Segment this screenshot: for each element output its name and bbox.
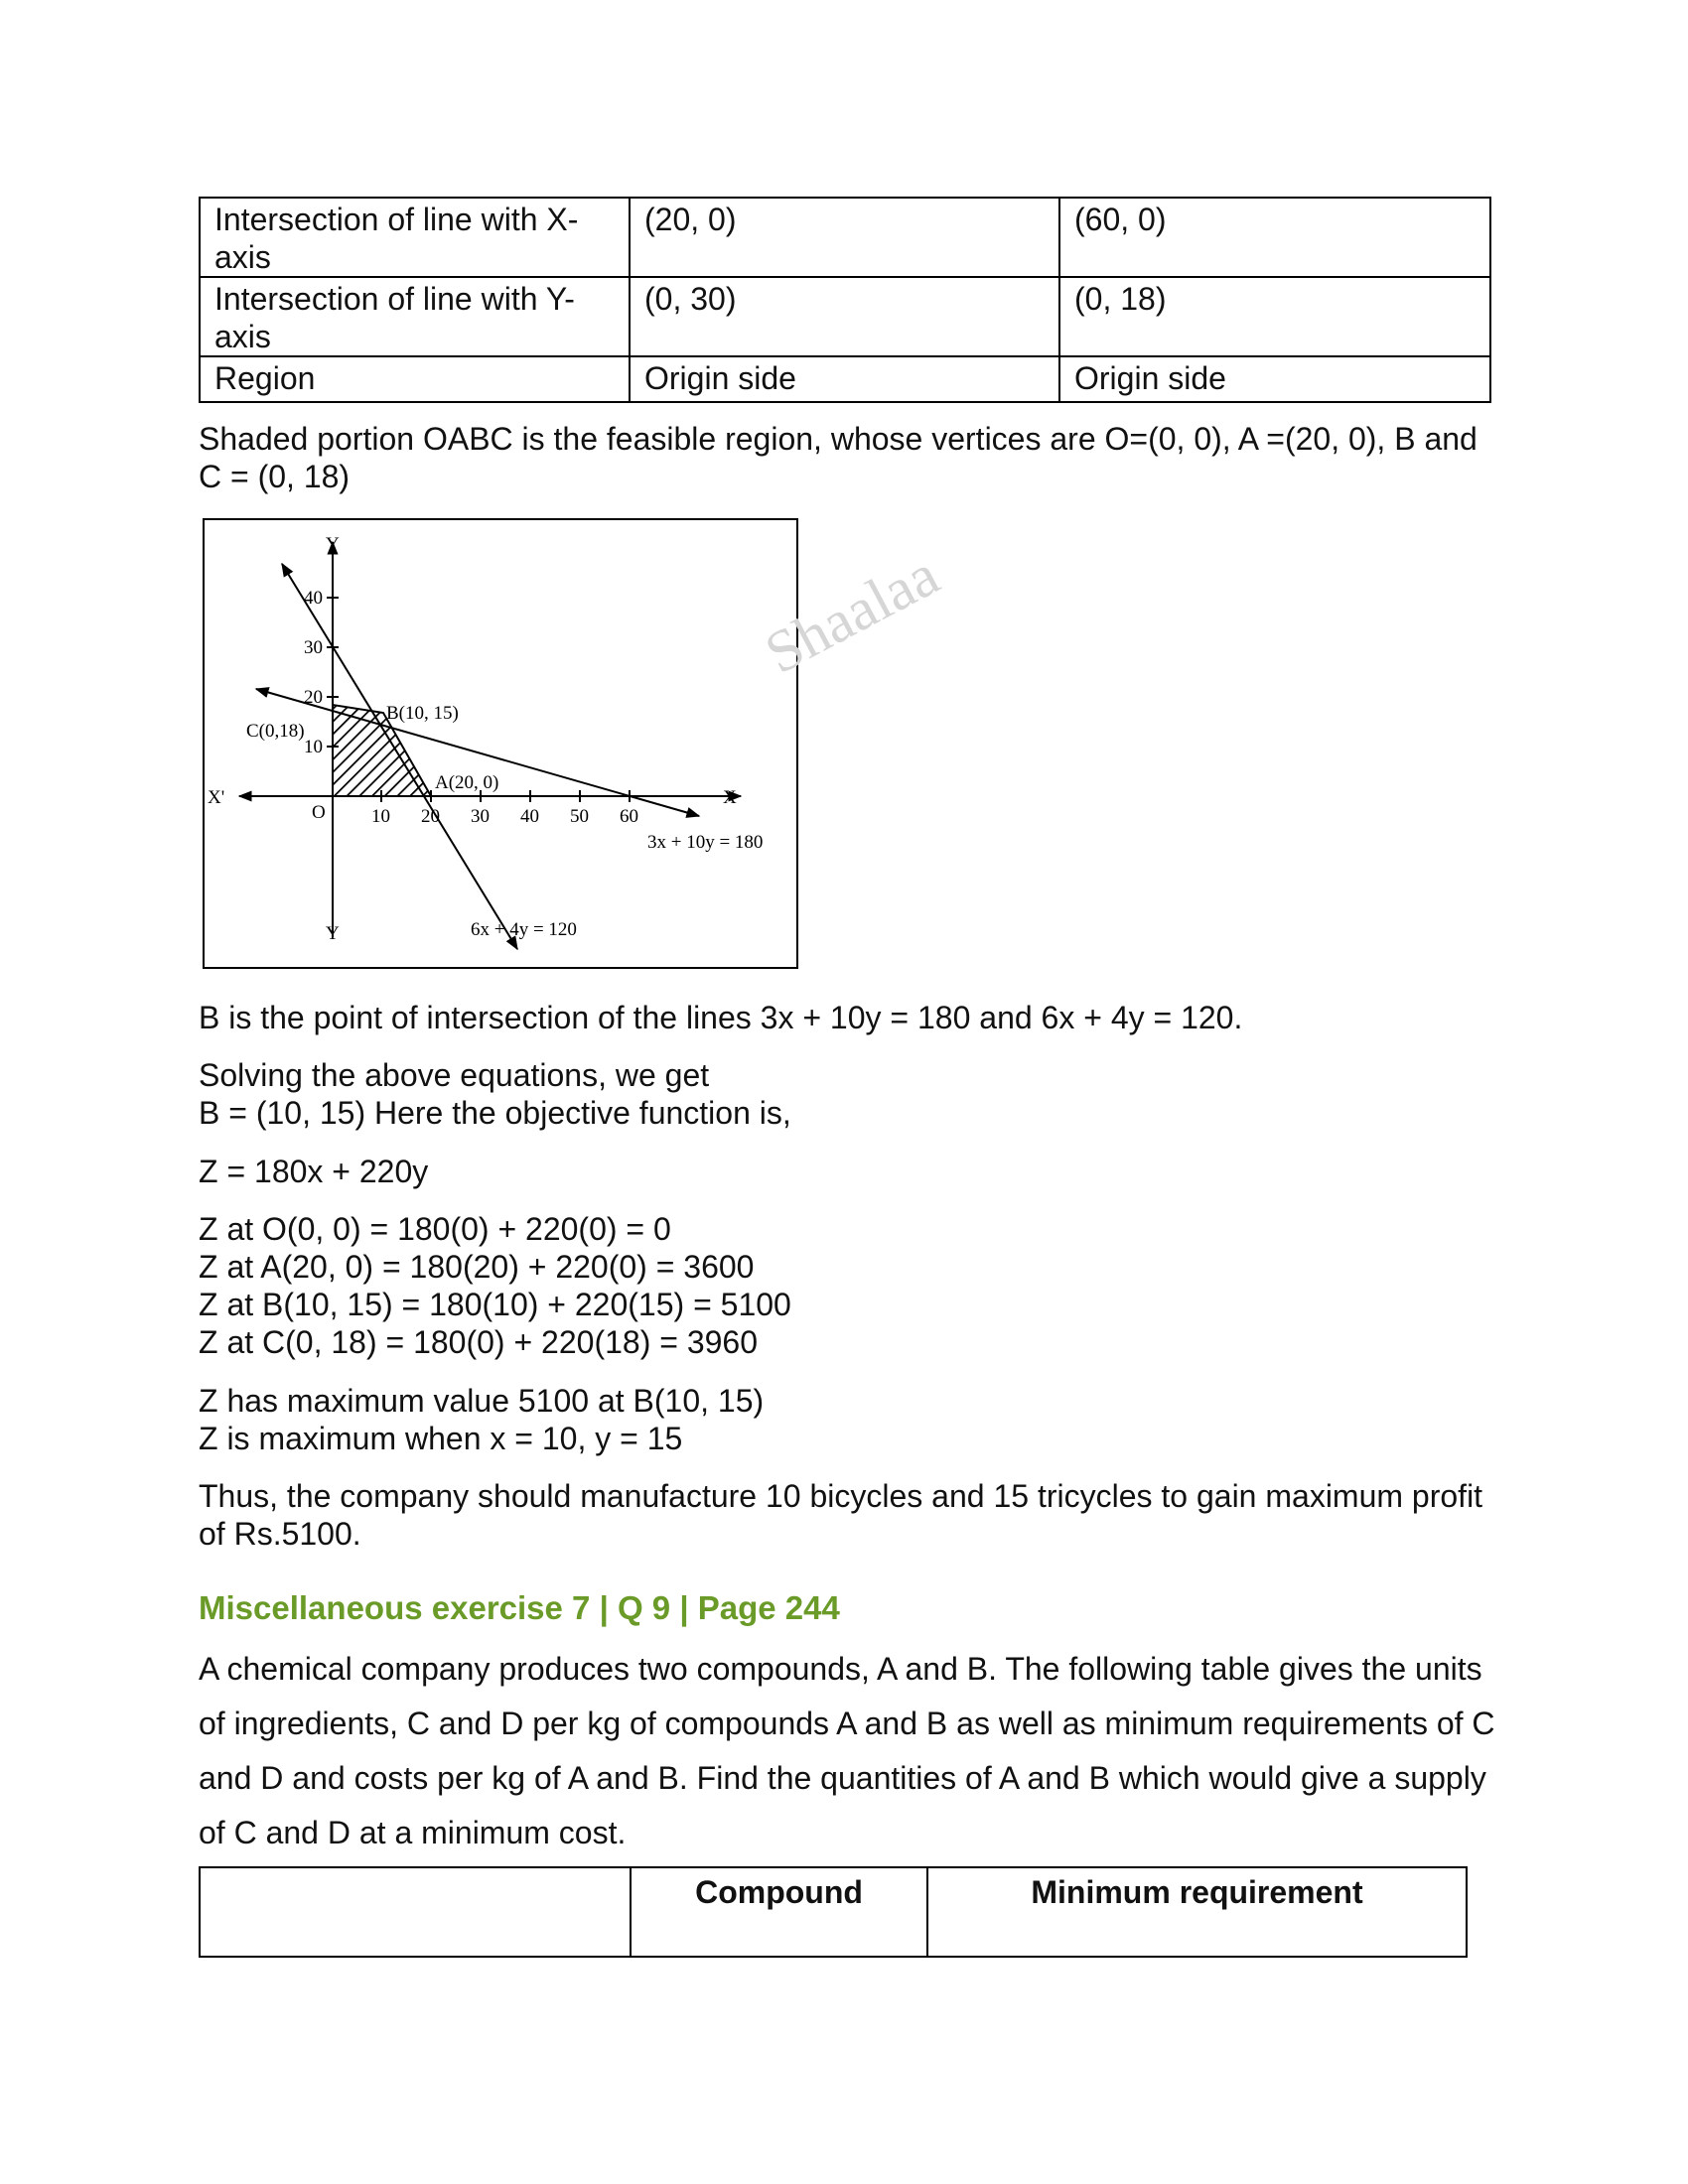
table-cell: Origin side — [1059, 356, 1490, 402]
conclusion-paragraph: Thus, the company should manufacture 10 bicycles and 15 tricycles to gain maximum profit of Rs.5100. — [199, 1478, 1483, 1552]
table-cell: Intersection of line with Y-axis — [200, 277, 630, 356]
point-b-label: B(10, 15) — [386, 703, 459, 724]
origin-label: O — [312, 802, 326, 823]
point-a-label: A(20, 0) — [435, 772, 499, 793]
feasible-region-graph — [203, 518, 949, 969]
solving-line-1: Solving the above equations, we get — [199, 1057, 710, 1093]
watermark-text: Shaalaa — [755, 541, 949, 687]
graph-svg — [205, 520, 949, 971]
table-header-cell: Minimum requirement — [927, 1867, 1467, 1957]
x-tick-label: 50 — [570, 806, 589, 827]
table-cell: (0, 30) — [630, 277, 1059, 356]
table-cell: (20, 0) — [630, 198, 1059, 277]
table-cell: (60, 0) — [1059, 198, 1490, 277]
x-tick-label: 40 — [520, 806, 539, 827]
y-tick-label: 10 — [304, 737, 323, 757]
y-tick-label: 20 — [304, 687, 323, 708]
z-value-c: Z at C(0, 18) = 180(0) + 220(18) = 3960 — [199, 1324, 758, 1360]
z-value-b: Z at B(10, 15) = 180(10) + 220(15) = 5100 — [199, 1287, 791, 1322]
y-axis-label-top: Y — [326, 534, 340, 555]
compound-table — [199, 1866, 1468, 1958]
max-value-line-1: Z has maximum value 5100 at B(10, 15) — [199, 1383, 765, 1419]
table-header-row — [200, 1867, 1467, 1957]
table-row — [200, 356, 1490, 402]
line-1-label: 3x + 10y = 180 — [647, 832, 764, 853]
max-value-line-2: Z is maximum when x = 10, y = 15 — [199, 1421, 683, 1456]
x-axis-label-right: X — [723, 787, 737, 808]
solving-line-2: B = (10, 15) Here the objective function is, — [199, 1095, 791, 1131]
intersection-paragraph: B is the point of intersection of the lines 3x + 10y = 180 and 6x + 4y = 120. — [199, 1000, 1243, 1035]
exercise-heading[interactable]: Miscellaneous exercise 7 | Q 9 | Page 244 — [199, 1589, 840, 1626]
objective-function: Z = 180x + 220y — [199, 1154, 429, 1189]
table-cell: Origin side — [630, 356, 1059, 402]
table-cell: Region — [200, 356, 630, 402]
feasible-region-paragraph: Shaded portion OABC is the feasible region, whose vertices are O=(0, 0), A =(20, 0), B and C = (0, 18) — [199, 421, 1477, 494]
y-tick-label: 30 — [304, 637, 323, 658]
y-tick-label: 40 — [304, 588, 323, 609]
table-cell: Intersection of line with X-axis — [200, 198, 630, 277]
x-tick-label: 60 — [620, 806, 638, 827]
question-paragraph: A chemical company produces two compounds, A and B. The following table gives the units of ingredients, C and D per kg of compounds A and B as well as minimum requirements of C and D and costs per kg of A and B. Find the quantities of A and B which would give a supply of C and D at a minimum cost. — [199, 1651, 1495, 1850]
table-row — [200, 198, 1490, 277]
intersection-table — [199, 197, 1491, 403]
x-tick-label: 10 — [371, 806, 390, 827]
table-row — [200, 277, 1490, 356]
x-tick-label: 30 — [471, 806, 490, 827]
table-header-cell: Compound — [631, 1867, 927, 1957]
table-header-cell — [200, 1867, 631, 1957]
table-cell: (0, 18) — [1059, 277, 1490, 356]
line-2-label: 6x + 4y = 120 — [471, 919, 577, 940]
z-value-a: Z at A(20, 0) = 180(20) + 220(0) = 3600 — [199, 1249, 755, 1285]
y-axis-label-bottom: Y — [326, 923, 340, 944]
x-tick-label: 20 — [421, 806, 440, 827]
x-axis-label-left: X' — [208, 787, 225, 808]
point-c-label: C(0,18) — [246, 721, 305, 742]
z-value-o: Z at O(0, 0) = 180(0) + 220(0) = 0 — [199, 1211, 671, 1247]
